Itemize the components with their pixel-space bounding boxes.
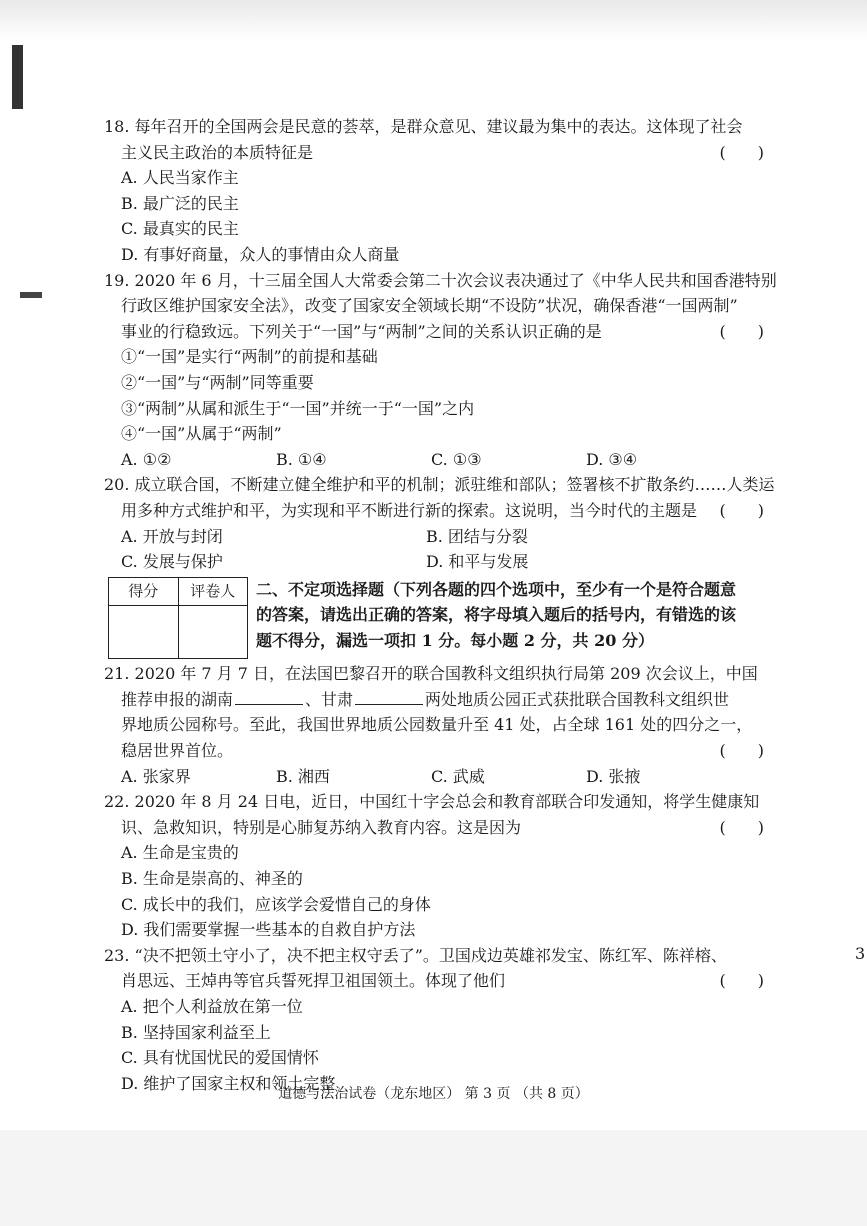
question-22 (104, 789, 772, 943)
statement-item: ②“一国”与“两制”同等重要 (121, 372, 314, 392)
option-d[interactable]: D. 我们需要掌握一些基本的自救自护方法 (121, 920, 416, 940)
statement-item: ④“一国”从属于“两制” (121, 424, 282, 444)
question-20 (104, 472, 775, 574)
question-text-segment: 用多种方式维护和平，为实现和平不断进行新的探索。这说明，当今时代的主题是 (121, 500, 698, 520)
question-text-segment: 事业的行稳致远。下列关于“一国”与“两制”之间的关系认识正确的是 (121, 321, 602, 341)
answer-bracket[interactable]: ( ) (719, 971, 764, 991)
option-a[interactable]: A. 开放与封闭 (121, 526, 223, 546)
option-b[interactable]: B. ①④ (276, 449, 327, 469)
option-b[interactable]: B. 坚持国家利益至上 (121, 1022, 271, 1042)
score-cell[interactable] (109, 606, 179, 659)
question-text (104, 498, 772, 524)
question-text-segment: 识、急救知识，特别是心肺复苏纳入教育内容。这是因为 (121, 817, 522, 837)
answer-bracket[interactable]: ( ) (719, 741, 764, 761)
score-header: 得分 (109, 577, 179, 606)
option-b[interactable]: B. 最广泛的民主 (121, 193, 239, 213)
option-d[interactable]: D. 张掖 (586, 766, 641, 786)
option-d[interactable]: D. 维护了国家主权和领土完整 (121, 1073, 336, 1093)
option-row (104, 447, 772, 473)
question-text (104, 687, 772, 713)
answer-bracket[interactable]: ( ) (719, 321, 764, 341)
fill-blank[interactable] (355, 690, 423, 705)
question-text: 22. 2020 年 8 月 24 日电，近日，中国红十字会总会和教育部联合印发通知，将学生健康知 (104, 792, 760, 812)
option-c[interactable]: C. ①③ (431, 449, 482, 469)
question-text: 18. 每年召开的全国两会是民意的荟萃，是群众意见、建议最为集中的表达。这体现了社会 (104, 117, 743, 136)
exam-page (104, 114, 777, 1096)
question-text-segment: 推荐申报的湖南 (121, 689, 234, 709)
question-text: 界地质公园称号。至此，我国世界地质公园数量升至 41 处，占全球 161 处的四分之一， (121, 715, 753, 735)
scan-edge-bottom (0, 1130, 867, 1226)
side-page-digit: 3 (855, 944, 866, 963)
option-a[interactable]: A. 把个人利益放在第一位 (121, 997, 303, 1016)
option-b[interactable]: B. 团结与分裂 (426, 526, 528, 546)
section-instructions-line: 二、不定项选择题（下列各题的四个选项中，至少有一个是符合题意 (256, 579, 737, 599)
option-c[interactable]: C. 武威 (431, 766, 485, 786)
answer-bracket[interactable]: ( ) (719, 500, 764, 520)
question-text-segment: 稳居世界首位。 (121, 741, 234, 761)
question-text-segment: 主义民主政治的本质特征是 (121, 142, 314, 162)
question-text (104, 738, 772, 764)
question-text: 21. 2020 年 7 月 7 日，在法国巴黎召开的联合国教科文组织执行局第 209 次会议上，中国 (104, 664, 758, 684)
option-b[interactable]: B. 生命是崇高的、神圣的 (121, 869, 303, 889)
section-instructions (256, 577, 736, 660)
statement-item: ①“一国”是实行“两制”的前提和基础 (121, 347, 378, 367)
scan-edge-top (0, 0, 867, 40)
question-text-segment: 肖思远、王焯冉等官兵誓死捍卫祖国领土。体现了他们 (121, 971, 506, 991)
option-a[interactable]: A. 生命是宝贵的 (121, 843, 239, 863)
question-text: 19. 2020 年 6 月，十三届全国人大常委会第二十次会议表决通过了《中华人民共和国香港特别 (104, 270, 777, 290)
fill-blank[interactable] (235, 690, 303, 705)
question-text-segment: 、甘肃 (305, 689, 354, 709)
option-c[interactable]: C. 发展与保护 (121, 552, 223, 572)
option-c[interactable]: C. 具有忧国忧民的爱国情怀 (121, 1048, 319, 1068)
answer-bracket[interactable]: ( ) (719, 817, 764, 837)
question-text (104, 319, 772, 345)
question-text: 23. “决不把领土守小了，决不把主权守丢了”。卫国戍边英雄祁发宝、陈红军、陈祥榕、 (104, 945, 727, 965)
question-23 (104, 943, 772, 1097)
section-instructions-line: 题不得分，漏选一项扣 1 分。每小题 2 分，共 20 分） (256, 630, 654, 650)
option-b[interactable]: B. 湘西 (276, 766, 330, 786)
option-row (104, 524, 772, 550)
question-text: 行政区维护国家安全法》，改变了国家安全领域长期“不设防”状况，确保香港“一国两制” (121, 296, 738, 316)
statement-item: ③“两制”从属和派生于“一国”并统一于“一国”之内 (121, 398, 475, 418)
option-d[interactable]: D. ③④ (586, 449, 638, 469)
option-c[interactable]: C. 最真实的民主 (121, 219, 239, 239)
question-18 (104, 114, 772, 268)
scan-marker-top (12, 45, 23, 109)
grader-header: 评卷人 (178, 577, 248, 606)
section-two-header (108, 577, 772, 660)
question-19 (104, 268, 777, 473)
option-d[interactable]: D. 和平与发展 (426, 552, 529, 572)
score-table (108, 577, 248, 660)
option-row (104, 549, 772, 575)
grader-cell[interactable] (178, 606, 248, 659)
option-c[interactable]: C. 成长中的我们，应该学会爱惜自己的身体 (121, 894, 431, 914)
option-d[interactable]: D. 有事好商量，众人的事情由众人商量 (121, 244, 400, 264)
question-text (104, 815, 772, 841)
scan-marker-middle (20, 292, 42, 298)
option-row (104, 764, 772, 790)
section-instructions-line: 的答案，请选出正确的答案，将字母填入题后的括号内，有错选的该 (256, 605, 737, 625)
option-a[interactable]: A. ①② (121, 449, 172, 469)
question-text: 20. 成立联合国，不断建立健全维护和平的机制；派驻维和部队；签署核不扩散条约……人类运 (104, 475, 775, 495)
question-text-segment: 两处地质公园正式获批联合国教科文组织世 (425, 689, 730, 709)
page-footer: 道德与法治试卷（龙东地区） 第 3 页 （共 8 页） (278, 1086, 589, 1102)
option-a[interactable]: A. 张家界 (121, 766, 191, 786)
question-text (104, 968, 772, 994)
option-a[interactable]: A. 人民当家作主 (121, 168, 239, 188)
question-21 (104, 661, 772, 789)
question-text (104, 140, 772, 166)
answer-bracket[interactable]: ( ) (719, 142, 764, 162)
